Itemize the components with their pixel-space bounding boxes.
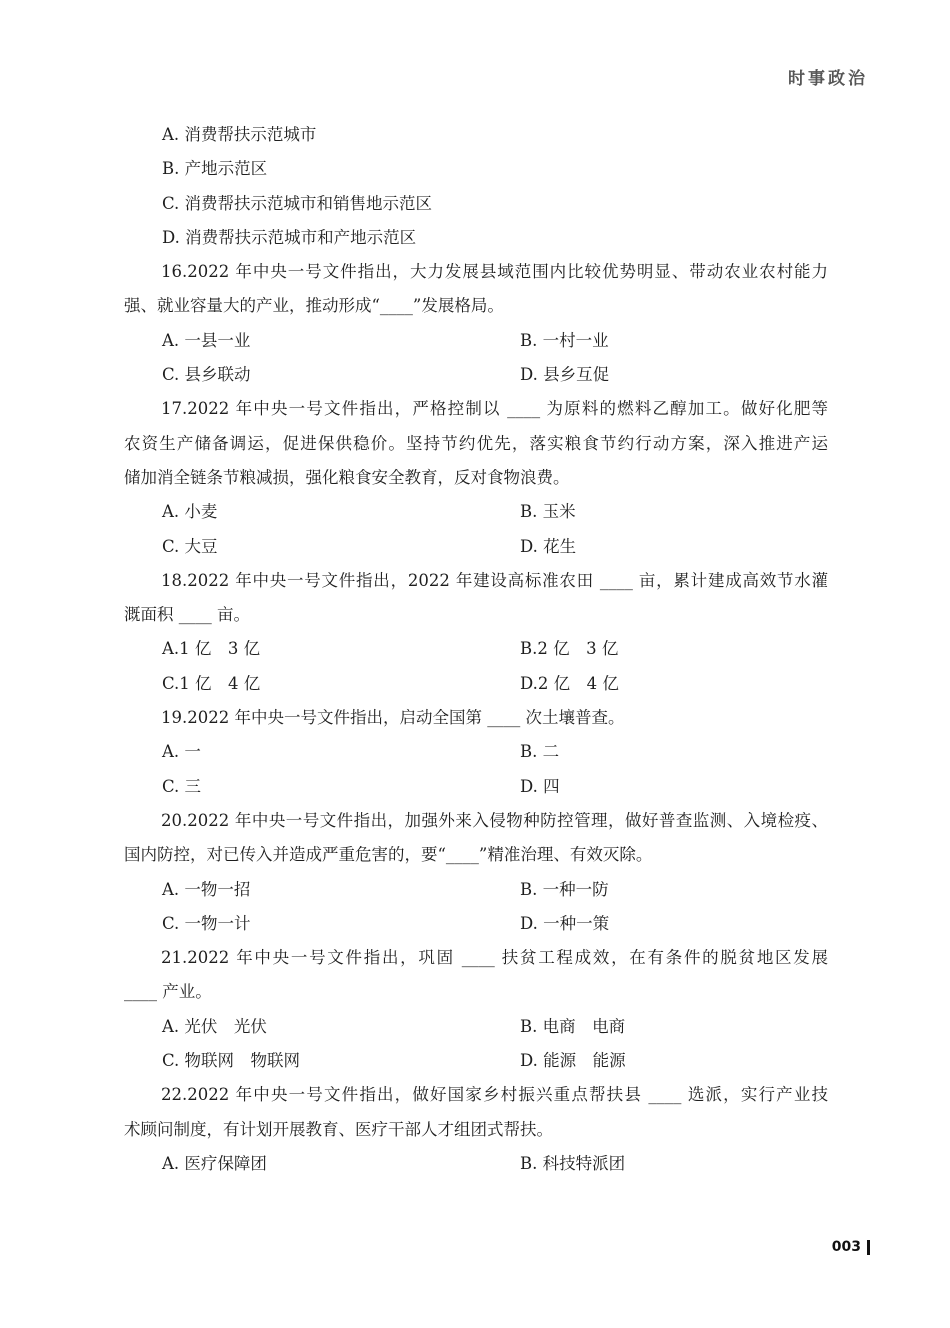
option-c: C. 县乡联动 [162,365,251,385]
option-row [124,667,828,701]
option-row [124,530,828,564]
option-c: C. 一物一计 [162,913,251,933]
option-line: B. 产地示范区 [162,159,268,179]
option-c: C. 三 [162,776,202,796]
page-number: 003 [831,1239,861,1255]
option-a: A. 小麦 [162,502,218,522]
option-row [124,735,828,769]
option-row [124,873,828,907]
option-row [124,358,828,392]
option-d: D.2 亿 4 亿 [520,673,619,693]
option-c: C.1 亿 4 亿 [162,673,261,693]
option-b: B. 电商 电商 [520,1016,626,1036]
question-16-text: 强、就业容量大的产业，推动形成“____”发展格局。 [124,296,504,316]
option-d: D. 能源 能源 [520,1051,626,1071]
question-16-text: 16.2022 年中央一号文件指出，大力发展县域范围内比较优势明显、带动农业农村能力 [161,262,828,282]
option-a: A. 一县一业 [162,330,251,350]
option-b: B. 科技特派团 [520,1153,626,1173]
question-17-text: 农资生产储备调运，促进保供稳价。坚持节约优先，落实粮食节约行动方案，深入推进产运 [124,433,828,453]
option-b: B. 二 [520,742,560,762]
option-row [124,1147,828,1181]
option-row [124,495,828,529]
question-17-text: 17.2022 年中央一号文件指出，严格控制以 ____ 为原料的燃料乙醇加工。做好化肥等 [161,399,828,419]
question-21-text: 21.2022 年中央一号文件指出，巩固 ____ 扶贫工程成效，在有条件的脱贫地区发展 [161,948,828,968]
option-d: D. 花生 [520,536,577,556]
question-content [124,118,828,1181]
question-17-text: 储加消全链条节粮减损，强化粮食安全教育，反对食物浪费。 [124,467,570,487]
option-row [124,324,828,358]
question-21-text: ____ 产业。 [124,982,212,1002]
page-footer [832,1239,870,1255]
question-22-text: 22.2022 年中央一号文件指出，做好国家乡村振兴重点帮扶县 ____ 选派，实行产业技 [161,1085,828,1105]
option-row [124,1044,828,1078]
section-title: 时事政治 [788,69,868,89]
option-a: A. 一物一招 [162,879,251,899]
question-19-text: 19.2022 年中央一号文件指出，启动全国第 ____ 次土壤普查。 [161,708,625,728]
option-c: C. 大豆 [162,536,218,556]
option-row [124,632,828,666]
option-a: A. 一 [162,742,201,762]
option-row [124,770,828,804]
option-d: D. 县乡互促 [520,365,610,385]
option-b: B. 玉米 [520,502,576,522]
option-d: D. 一种一策 [520,913,610,933]
question-20-text: 20.2022 年中央一号文件指出，加强外来入侵物种防控管理，做好普查监测、入境检疫、 [161,810,828,830]
option-b: B.2 亿 3 亿 [520,639,619,659]
option-row [124,1010,828,1044]
option-b: B. 一村一业 [520,330,609,350]
question-22-text: 术顾问制度，有计划开展教育、医疗干部人才组团式帮扶。 [124,1119,553,1139]
option-line: D. 消费帮扶示范城市和产地示范区 [162,227,417,247]
option-a: A. 光伏 光伏 [162,1016,267,1036]
option-d: D. 四 [520,776,560,796]
question-20-text: 国内防控，对已传入并造成严重危害的，要“____”精准治理、有效灭除。 [124,845,653,865]
option-a: A. 医疗保障团 [162,1153,267,1173]
option-line: C. 消费帮扶示范城市和销售地示范区 [162,193,433,213]
option-a: A.1 亿 3 亿 [162,639,261,659]
option-line: A. 消费帮扶示范城市 [162,125,317,144]
option-b: B. 一种一防 [520,879,609,899]
question-18-text: 溉面积 ____ 亩。 [124,605,250,625]
question-18-text: 18.2022 年中央一号文件指出，2022 年建设高标准农田 ____ 亩，累计建成高效节水灌 [161,570,828,590]
option-c: C. 物联网 物联网 [162,1051,301,1071]
page-marker-bar [867,1240,870,1255]
option-row [124,907,828,941]
